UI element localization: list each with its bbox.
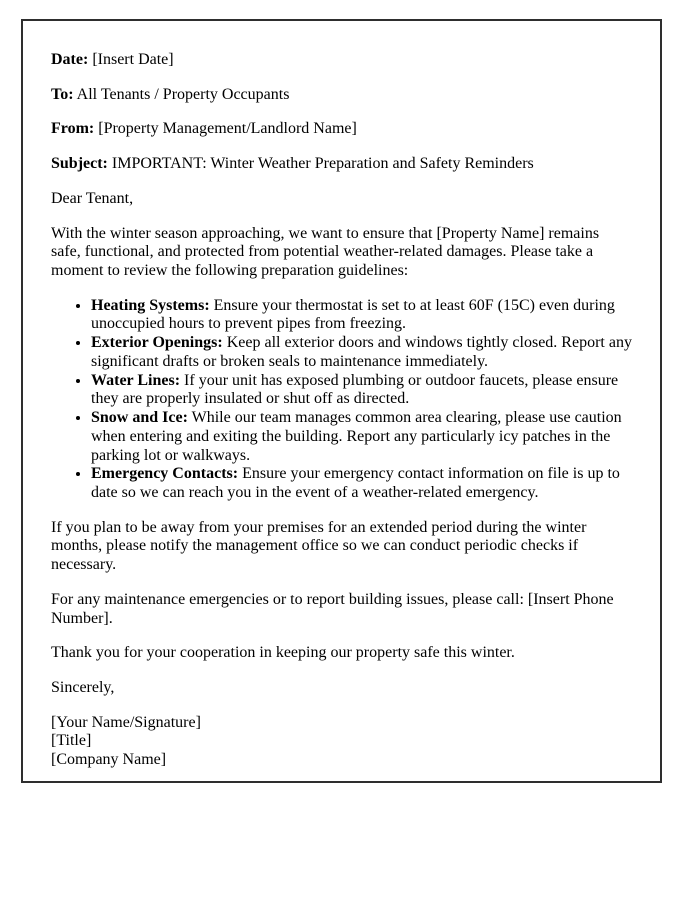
field-label-subject: Subject: — [51, 155, 108, 173]
header-field-to — [51, 86, 632, 105]
field-label-date: Date: — [51, 51, 89, 68]
guideline-text-emergency-contacts: Ensure your emergency contact information on file is up to date so we can reach you in the event of a weather-related emergency. — [91, 465, 620, 501]
closing: Sincerely, — [51, 678, 115, 696]
header-field-subject — [51, 155, 632, 174]
field-label-from: From: — [51, 120, 95, 138]
signature-company-line: [Company Name] — [51, 751, 167, 769]
guideline-label-snow: Snow and Ice: — [91, 409, 188, 427]
field-value-subject: IMPORTANT: Winter Weather Preparation and Safety Reminders — [111, 155, 534, 173]
guideline-label-emergency-contacts: Emergency Contacts: — [91, 465, 239, 483]
list-item-water — [91, 372, 632, 409]
list-item-emergency-contacts — [91, 465, 632, 502]
list-item-heating — [91, 297, 632, 334]
letter-container — [21, 19, 662, 783]
field-label-to: To: — [51, 85, 74, 103]
guideline-text-heating: Ensure your thermostat is set to at least 60F (15C) even during unoccupied hours to prevent pipes from freezing. — [91, 296, 615, 333]
guidelines-list — [51, 297, 632, 503]
field-value-date: [Insert Date] — [92, 51, 174, 68]
list-item-exterior — [91, 334, 632, 371]
salutation: Dear Tenant, — [51, 189, 134, 207]
away-paragraph: If you plan to be away from your premises for an extended period during the winter months, please notify the management office so we can conduct periodic checks if necessary. — [51, 518, 587, 574]
field-value-from: [Property Management/Landlord Name] — [98, 120, 357, 138]
header-field-from — [51, 120, 632, 139]
thanks-paragraph: Thank you for your cooperation in keeping our property safe this winter. — [51, 644, 515, 662]
guideline-label-heating: Heating Systems: — [91, 296, 210, 314]
list-item-snow — [91, 409, 632, 465]
signature-title-line: [Title] — [51, 732, 92, 750]
guideline-text-snow: While our team manages common area clearing, please use caution when entering and exiting the building. Report any particularly icy patches in the parking lot or walkways. — [91, 409, 622, 464]
emergency-call-paragraph: For any maintenance emergencies or to report building issues, please call: [Insert Phone Number]. — [51, 590, 614, 627]
guideline-label-exterior: Exterior Openings: — [91, 334, 223, 352]
guideline-label-water: Water Lines: — [91, 371, 181, 389]
header-field-date — [51, 51, 632, 70]
guideline-text-exterior: Keep all exterior doors and windows tightly closed. Report any significant drafts or broken seals to maintenance immediately. — [91, 334, 632, 370]
signature-name-line: [Your Name/Signature] — [51, 713, 201, 731]
field-value-to: All Tenants / Property Occupants — [76, 85, 290, 103]
intro-paragraph: With the winter season approaching, we want to ensure that [Property Name] remains safe, functional, and protected from potential weather-related damages. Please take a moment to review the following preparation guidelines: — [51, 224, 600, 280]
signature-block — [51, 714, 632, 770]
guideline-text-water: If your unit has exposed plumbing or outdoor faucets, please ensure they are properly insulated or shut off as directed. — [91, 371, 619, 408]
